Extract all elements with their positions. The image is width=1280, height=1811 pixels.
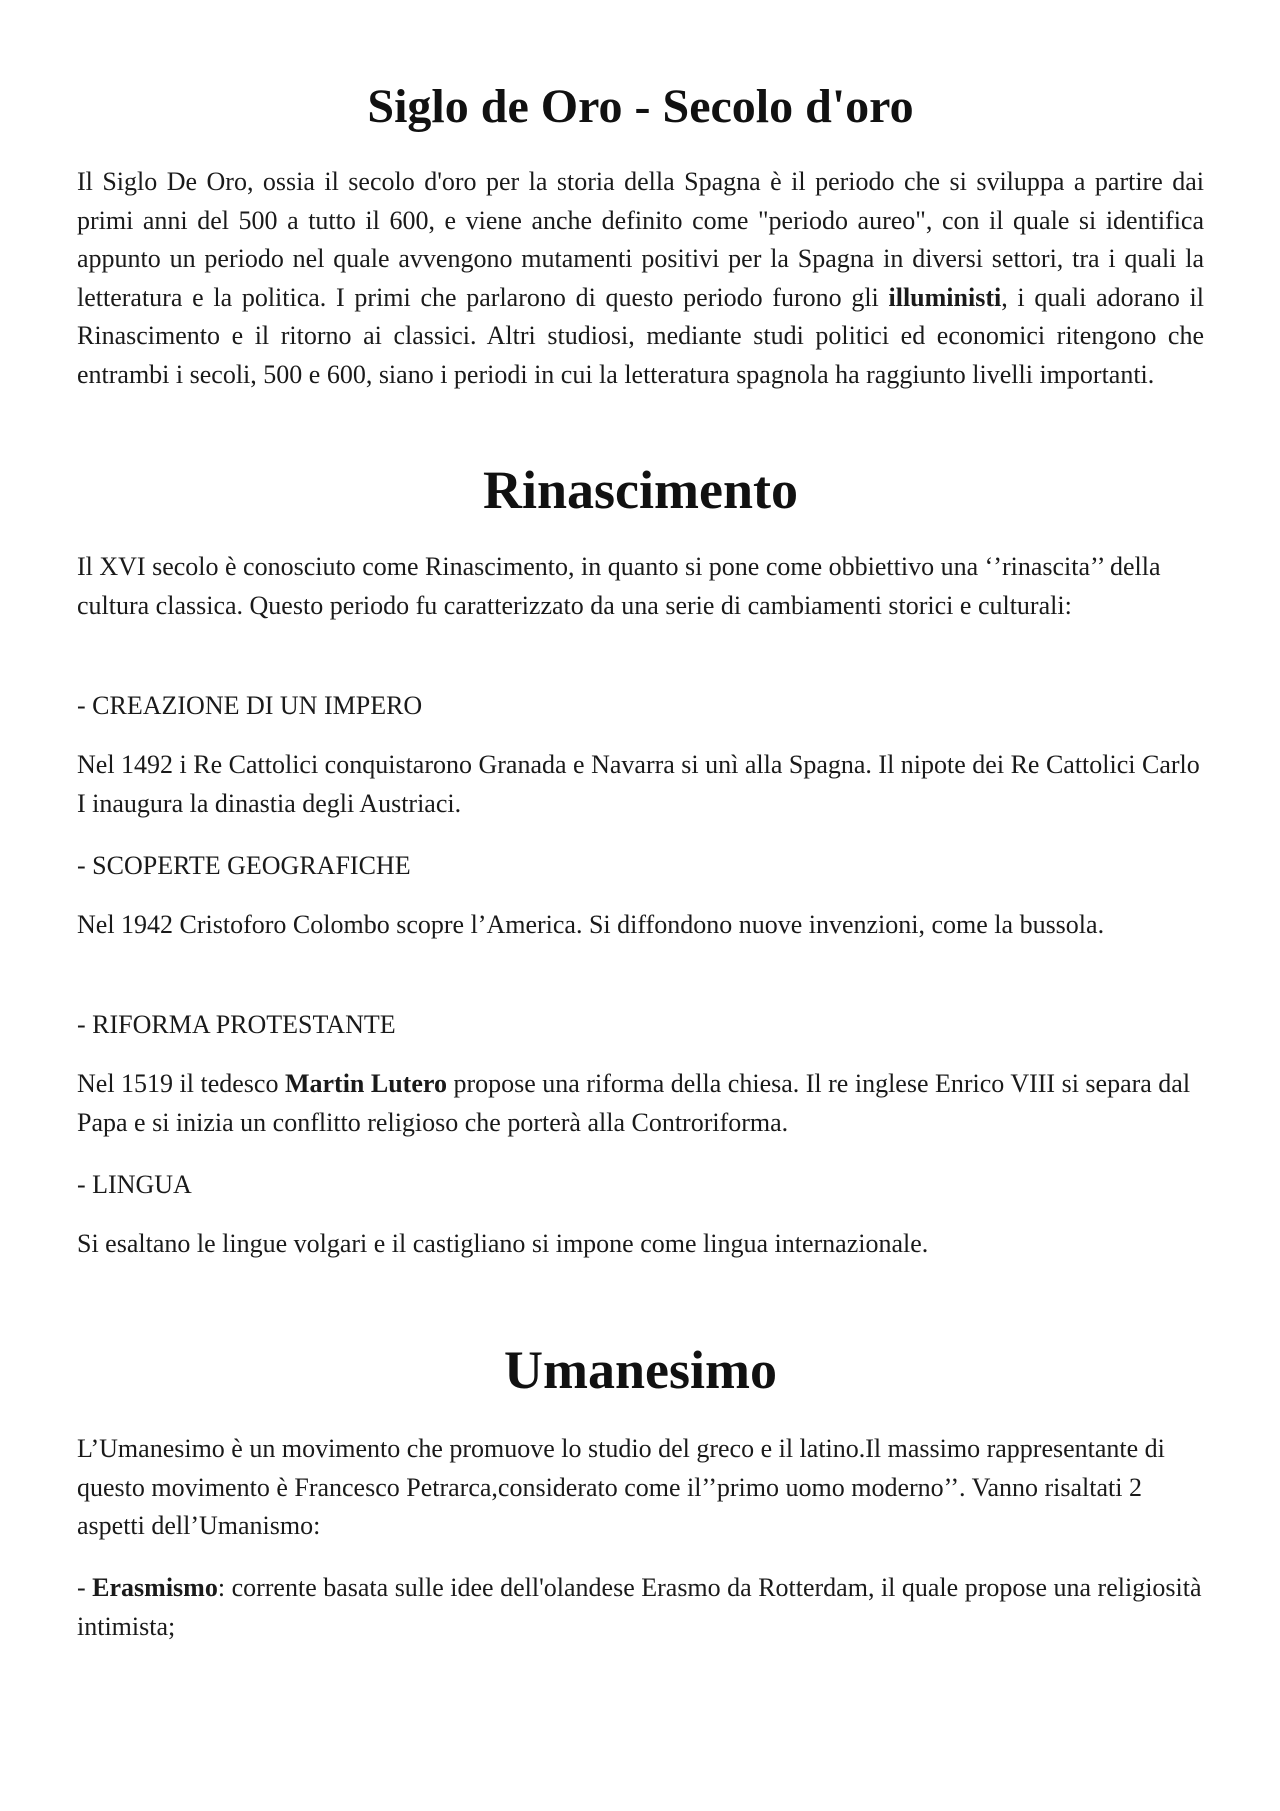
riforma-text-continued: propose una riforma della chiesa. Il re inglese Enrico VIII si separa dal Papa e si inizia un conflitto religioso che porterà alla Controriforma. bbox=[77, 1069, 1191, 1137]
rinascimento-intro: Il XVI secolo è conosciuto come Rinascimento, in quanto si pone come obbiettivo una ‘’rinascita’’ della cultura classica. Questo periodo fu caratterizzato da una serie di cambiamenti storici e culturali: bbox=[77, 552, 1161, 620]
list-item-prefix: - bbox=[77, 1573, 93, 1602]
text-lingua: Si esaltano le lingue volgari e il castigliano si impone come lingua internazionale. bbox=[77, 1229, 929, 1258]
intro-text-continued: , i quali adorano il Rinascimento e il ritorno ai classici. Altri studiosi, mediante studi politici ed economici ritengono che entrambi i secoli, 500 e 600, siano i periodi in cui la letteratura spagnola ha raggiunto livelli importanti. bbox=[77, 282, 1204, 389]
erasmismo-term: Erasmismo bbox=[92, 1573, 218, 1602]
intro-text: Il Siglo De Oro, ossia il secolo d'oro per la storia della Spagna è il periodo che si sviluppa a partire dai primi anni del 500 a tutto il 600, e viene anche definito come "periodo aureo", con il quale si identifica appunto un periodo nel quale avvengono mutamenti positivi per la Spagna in diversi settori, tra i quali la letteratura e la politica. I primi che parlarono di questo periodo furono gli bbox=[77, 167, 1204, 312]
list-item-erasmismo bbox=[77, 1569, 1204, 1646]
subheading-impero: - CREAZIONE DI UN IMPERO bbox=[77, 691, 423, 720]
umanesimo-intro: L’Umanesimo è un movimento che promuove lo studio del greco e il latino.Il massimo rappresentante di questo movimento è Francesco Petrarca,considerato come il’’primo uomo moderno’’. Vanno risaltati 2 aspetti dell’Umanismo: bbox=[77, 1434, 1165, 1540]
intro-paragraph bbox=[77, 163, 1204, 394]
subheading-riforma: - RIFORMA PROTESTANTE bbox=[77, 1010, 396, 1039]
subheading-scoperte: - SCOPERTE GEOGRAFICHE bbox=[77, 851, 411, 880]
erasmismo-text: : corrente basata sulle idee dell'olandese Erasmo da Rotterdam, il quale propose una religiosità intimista; bbox=[77, 1573, 1202, 1641]
riforma-text: Nel 1519 il tedesco bbox=[77, 1069, 285, 1098]
page-title: Siglo de Oro - Secolo d'oro bbox=[367, 80, 914, 133]
section-heading-rinascimento: Rinascimento bbox=[483, 460, 798, 520]
text-riforma bbox=[77, 1065, 1204, 1142]
subheading-lingua: - LINGUA bbox=[77, 1170, 192, 1199]
text-scoperte: Nel 1942 Cristoforo Colombo scopre l’America. Si diffondono nuove invenzioni, come la bussola. bbox=[77, 910, 1105, 939]
intro-bold-term: illuministi bbox=[888, 282, 1002, 312]
section-heading-umanesimo: Umanesimo bbox=[504, 1340, 777, 1400]
riforma-bold-name: Martin Lutero bbox=[284, 1069, 447, 1098]
text-impero: Nel 1492 i Re Cattolici conquistarono Granada e Navarra si unì alla Spagna. Il nipote dei Re Cattolici Carlo I inaugura la dinastia degli Austriaci. bbox=[77, 750, 1200, 818]
